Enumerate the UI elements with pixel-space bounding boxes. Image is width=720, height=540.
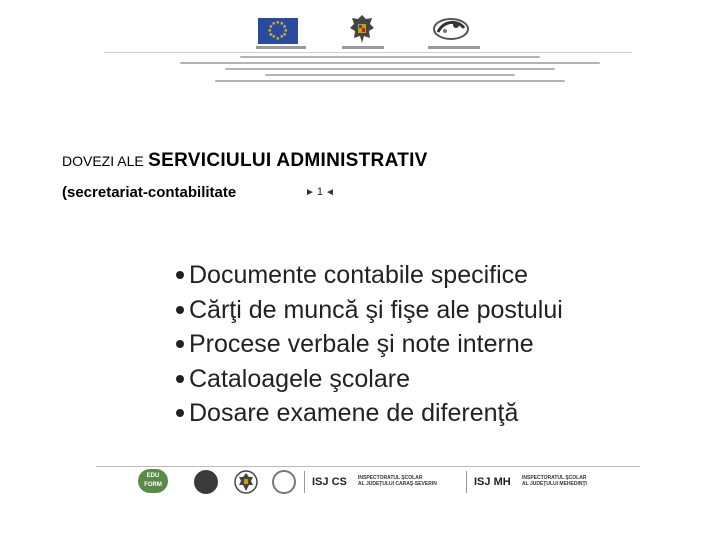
eu-star-icon: ★ bbox=[267, 27, 272, 34]
swirl-logo-icon bbox=[432, 16, 470, 42]
crest-caption bbox=[342, 46, 384, 49]
play-left-icon: ◄ bbox=[325, 186, 335, 198]
title-prefix: DOVEZI ALE bbox=[62, 153, 144, 169]
isj-cs-label bbox=[358, 475, 437, 487]
swirl-logo-caption bbox=[428, 46, 480, 49]
bullet-dot-icon bbox=[176, 271, 184, 279]
bullet-text: Cataloagele şcolare bbox=[189, 364, 410, 393]
slide-nav-number: 1 bbox=[316, 186, 324, 198]
eu-star-icon: ★ bbox=[282, 31, 287, 38]
bullet-text: Documente contabile specifice bbox=[189, 261, 529, 289]
eu-star-icon: ★ bbox=[275, 19, 280, 26]
bullet-text: Procese verbale şi note interne bbox=[189, 330, 534, 358]
bullet-item bbox=[176, 293, 563, 328]
fine-print-line bbox=[240, 56, 540, 58]
bullet-list bbox=[176, 258, 563, 431]
eu-star-icon: ★ bbox=[279, 20, 284, 27]
header-divider bbox=[104, 52, 632, 53]
eu-flag-caption bbox=[256, 46, 306, 49]
romania-crest-footer-icon bbox=[234, 470, 258, 494]
footer-divider bbox=[96, 466, 640, 467]
eu-star-icon: ★ bbox=[282, 23, 287, 30]
romania-crest-icon bbox=[348, 14, 376, 44]
eu-star-icon: ★ bbox=[275, 35, 280, 42]
bullet-item bbox=[176, 258, 563, 293]
bullet-item bbox=[176, 362, 563, 397]
bullet-dot-icon bbox=[176, 375, 184, 383]
bullet-text: Dosare examene de diferenţă bbox=[189, 399, 519, 427]
isj-mh-label-line2: AL JUDEŢULUI MEHEDINŢI bbox=[522, 481, 587, 487]
header-fine-print bbox=[180, 56, 600, 86]
bullet-dot-icon bbox=[176, 409, 184, 417]
eu-star-icon: ★ bbox=[268, 23, 274, 30]
bullet-dot-icon bbox=[176, 340, 184, 348]
bullet-item bbox=[176, 327, 563, 362]
eu-star-icon: ★ bbox=[271, 34, 276, 41]
eu-star-icon: ★ bbox=[283, 27, 288, 34]
isj-mh-logo: ISJ MH bbox=[474, 476, 511, 488]
bullet-text: Cărţi de muncă şi fişe ale postului bbox=[189, 295, 563, 324]
fine-print-line bbox=[225, 68, 555, 70]
slide-nav-control bbox=[305, 186, 335, 198]
fine-print-line bbox=[180, 62, 600, 64]
footer-separator bbox=[304, 471, 305, 493]
isj-mh-label bbox=[522, 475, 587, 487]
isj-cs-logo: ISJ CS bbox=[312, 476, 347, 488]
title-main: SERVICIULUI ADMINISTRATIV bbox=[148, 150, 428, 171]
fine-print-line bbox=[265, 74, 515, 76]
fine-print-line bbox=[215, 80, 565, 82]
play-right-icon: ► bbox=[305, 186, 315, 198]
footer-separator bbox=[466, 471, 467, 493]
dark-round-logo-icon bbox=[194, 470, 218, 494]
round-outline-logo-icon bbox=[272, 470, 296, 494]
eu-star-icon: ★ bbox=[279, 34, 284, 41]
eu-star-icon: ★ bbox=[271, 20, 276, 27]
isj-cs-label-line1: INSPECTORATUL ŞCOLAR bbox=[358, 475, 423, 481]
eu-flag-icon bbox=[258, 18, 298, 44]
header-logo-row bbox=[0, 14, 720, 54]
isj-cs-label-line2: AL JUDEŢULUI CARAŞ-SEVERIN bbox=[358, 481, 437, 487]
slide-title bbox=[62, 150, 428, 172]
bullet-dot-icon bbox=[176, 306, 184, 314]
eu-star-icon: ★ bbox=[268, 31, 274, 38]
edu-form-badge-icon: EDU FORM bbox=[138, 469, 168, 493]
slide-subtitle: (secretariat-contabilitate bbox=[62, 184, 237, 201]
isj-mh-label-line1: INSPECTORATUL ŞCOLAR bbox=[522, 475, 587, 481]
bullet-item bbox=[176, 396, 563, 431]
